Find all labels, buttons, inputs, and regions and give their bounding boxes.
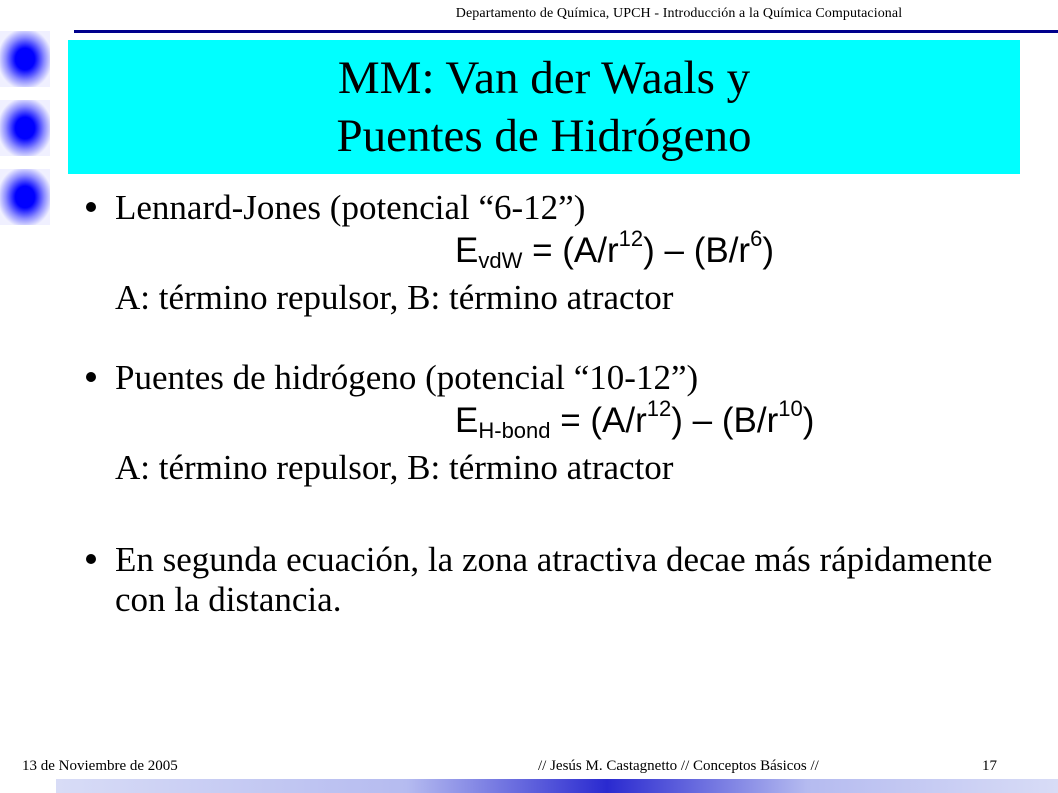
bullet-note: A: término repulsor, B: término atractor — [115, 448, 674, 487]
title-line-2: Puentes de Hidrógeno — [336, 110, 752, 162]
footer-page-number: 17 — [982, 758, 997, 774]
title-line-1: MM: Van der Waals y — [337, 52, 751, 104]
bullet-note: A: término repulsor, B: término atractor — [115, 278, 674, 317]
blue-square-bullet-icon — [0, 169, 50, 225]
footer-date: 13 de Noviembre de 2005 — [22, 758, 178, 774]
bullet-item-conclusion — [86, 540, 1026, 620]
bullet-text: Puentes de hidrógeno (potencial “10-12”) — [115, 358, 699, 397]
blue-square-bullet-icon — [0, 100, 50, 156]
slide-title — [68, 40, 1020, 174]
bullet-dot-icon — [86, 554, 96, 564]
header-text: Departamento de Química, UPCH - Introducción a la Química Computacional — [455, 6, 903, 21]
bullet-item-hydrogen-bond — [86, 358, 1026, 488]
equation-hbond: $E_{H-bond} = (A/r^{12}) - (B/r^{10})$ — [455, 396, 815, 443]
footer-author: // Jesús M. Castagnetto // Conceptos Básicos // — [538, 758, 819, 774]
bullet-dot-icon — [86, 372, 96, 382]
bullet-text: En segunda ecuación, la zona atractiva decae más rápidamente con la distancia. — [115, 540, 993, 619]
bullet-text: Lennard-Jones (potencial “6-12”) — [115, 188, 586, 227]
equation-vdw: $E_{vdW} = (A/r^{12}) - (B/r^6)$ — [455, 226, 774, 273]
bullet-item-lennard-jones — [86, 188, 1026, 318]
header-rule — [74, 30, 1058, 33]
bullet-dot-icon — [86, 202, 96, 212]
footer-gradient-bar — [56, 779, 1058, 793]
blue-square-bullet-icon — [0, 31, 50, 87]
